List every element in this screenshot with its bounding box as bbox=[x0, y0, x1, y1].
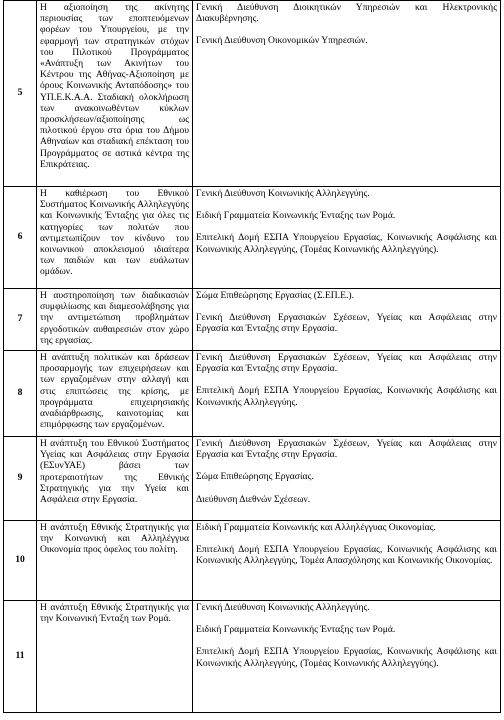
responsible-unit: Επιτελική Δομή ΕΣΠΑ Υπουργείου Εργασίας, Κοινωνικής Ασφάλισης και Κοινωνικής Αλληλεγγύης. bbox=[196, 385, 497, 408]
table-row bbox=[4, 351, 501, 437]
goal-cell: Η αυστηροποίηση των διαδικασιών συμφιλίωσης και διαμεσολάβησης για την αντιμετώπιση προβλημάτων εργοδοτικών αυθαιρεσιών στον χώρο της εργασίας. bbox=[37, 289, 193, 351]
responsible-unit: Ειδική Γραμματεία Κοινωνικής Ένταξης των Ρομά. bbox=[196, 624, 396, 636]
goal-cell: Η ανάπτυξη Εθνικής Στρατηγικής για την Κοινωνική και Αλληλέγγυα Οικονομία προς όφελος του πολίτη. bbox=[37, 521, 193, 601]
responsible-units-cell bbox=[193, 289, 501, 351]
responsible-unit: Σώμα Επιθεώρησης Εργασίας (Σ.ΕΠ.Ε.). bbox=[196, 290, 354, 301]
row-number: 10 bbox=[4, 521, 37, 601]
responsible-unit: Επιτελική Δομή ΕΣΠΑ Υπουργείου Εργασίας, Κοινωνικής Ασφάλισης και Κοινωνικής Αλληλεγγύης, (Τομέας Κοινωνικής Αλληλεγγύης). bbox=[196, 232, 497, 255]
row-number: 6 bbox=[4, 187, 37, 289]
row-number: 11 bbox=[4, 601, 37, 713]
responsible-unit: Ειδική Γραμματεία Κοινωνικής Ένταξης των Ρομά. bbox=[196, 210, 396, 222]
table-row bbox=[4, 601, 501, 713]
responsible-units-cell bbox=[193, 521, 501, 601]
responsible-unit: Διεύθυνση Διεθνών Σχέσεων. bbox=[196, 493, 311, 505]
responsible-units-cell bbox=[193, 187, 501, 289]
responsible-unit: Γενική Διεύθυνση Διοικητικών Υπηρεσιών και Ηλεκτρονικής Διακυβέρνησης. bbox=[196, 2, 497, 25]
table-row bbox=[4, 1, 501, 187]
goal-cell: Η καθιέρωση του Εθνικού Συστήματος Κοινωνικής Αλληλεγγύης και Κοινωνικής Ένταξης για όλες τις κατηγορίες των πολιτών που αντιμετωπίζουν τον κίνδυνο του κοινωνικού αποκλεισμού ιδιαίτερα των παιδιών και των ευάλωτων ομάδων. bbox=[37, 187, 193, 289]
responsible-unit: Γενική Διεύθυνση Εργασιακών Σχέσεων, Υγείας και Ασφάλειας στην Εργασία και Ένταξης στην Εργασία. bbox=[196, 438, 497, 461]
responsible-units-cell bbox=[193, 437, 501, 521]
goal-cell: Η ανάπτυξη του Εθνικού Συστήματος Υγείας και Ασφάλειας στην Εργασία (ΕΣυνΥΑΕ) βάσει των προτεραιοτήτων της Εθνικής Στρατηγικής για την Υγεία και Ασφάλεια στην Εργασία. bbox=[37, 437, 193, 521]
table-row bbox=[4, 289, 501, 351]
responsible-unit: Γενική Διεύθυνση Εργασιακών Σχέσεων, Υγείας και Ασφάλειας στην Εργασία και Ένταξης στην Εργασία. bbox=[196, 352, 497, 375]
goal-cell: Η αξιοποίηση της ακίνητης περιουσίας των εποπτευόμενων φορέων του Υπουργείου, με την εφαρμογή των στρατηγικών στόχων του Πιλοτικού Προγράμματος «Ανάπτυξη των Ακινήτων του Κέντρου της Αθήνας-Αξιοποίηση με όρους Κοινωνικής Ανταπόδοσης» του ΥΠ.Ε.Κ.Α.Α. Σταδιακή ολοκλήρωση των ανακοινωθέντων κύκλων προσκλήσεων/αξιοποίησης ως πιλοτικού έργου στα όρια του Δήμου Αθηναίων και σταδιακή επέκταση του Προγράμματος σε αστικά κέντρα της Επικράτειας. bbox=[37, 1, 193, 187]
row-number: 5 bbox=[4, 1, 37, 187]
responsible-unit: Ειδική Γραμματεία Κοινωνικής και Αλληλέγγυας Οικονομίας. bbox=[196, 522, 436, 533]
row-number: 7 bbox=[4, 289, 37, 351]
responsible-unit: Σώμα Επιθεώρησης Εργασίας. bbox=[196, 471, 314, 483]
table-row bbox=[4, 187, 501, 289]
responsible-unit: Επιτελική Δομή ΕΣΠΑ Υπουργείου Εργασίας, Κοινωνικής Ασφάλισης και Κοινωνικής Αλληλεγγύης, Τομέα Απασχόλησης και Κοινωνικής Οικονομίας. bbox=[196, 544, 497, 567]
responsible-units-cell bbox=[193, 601, 501, 713]
responsible-unit: Γενική Διεύθυνση Κοινωνικής Αλληλεγγύης. bbox=[196, 188, 370, 199]
responsible-units-cell bbox=[193, 1, 501, 187]
responsible-unit: Επιτελική Δομή ΕΣΠΑ Υπουργείου Εργασίας, Κοινωνικής Ασφάλισης και Κοινωνικής Αλληλεγγύης, (Τομέας Κοινωνικής Αλληλεγγύης). bbox=[196, 646, 497, 669]
row-number: 8 bbox=[4, 351, 37, 437]
responsible-unit: Γενική Διεύθυνση Κοινωνικής Αλληλεγγύης. bbox=[196, 602, 370, 613]
table-row bbox=[4, 521, 501, 601]
responsible-unit: Γενική Διεύθυνση Οικονομικών Υπηρεσιών. bbox=[196, 35, 368, 47]
responsible-unit: Γενική Διεύθυνση Εργασιακών Σχέσεων, Υγείας και Ασφάλειας στην Εργασία και Ένταξης στην Εργασία. bbox=[196, 312, 497, 335]
row-number: 9 bbox=[4, 437, 37, 521]
goal-cell: Η ανάπτυξη πολιτικών και δράσεων προσαρμογής των επιχειρήσεων και των εργαζομένων στην αλλαγή και στις επιπτώσεις της κρίσης, με προγράμματα επιχειρησιακής αναδιάρθρωσης, καινοτομίας και επιμόρφωσης των εργαζομένων. bbox=[37, 351, 193, 437]
goal-cell: Η ανάπτυξη Εθνικής Στρατηγικής για την Κοινωνική Ένταξη των Ρομά. bbox=[37, 601, 193, 713]
responsibility-table bbox=[3, 0, 501, 713]
table-row bbox=[4, 437, 501, 521]
responsible-units-cell bbox=[193, 351, 501, 437]
